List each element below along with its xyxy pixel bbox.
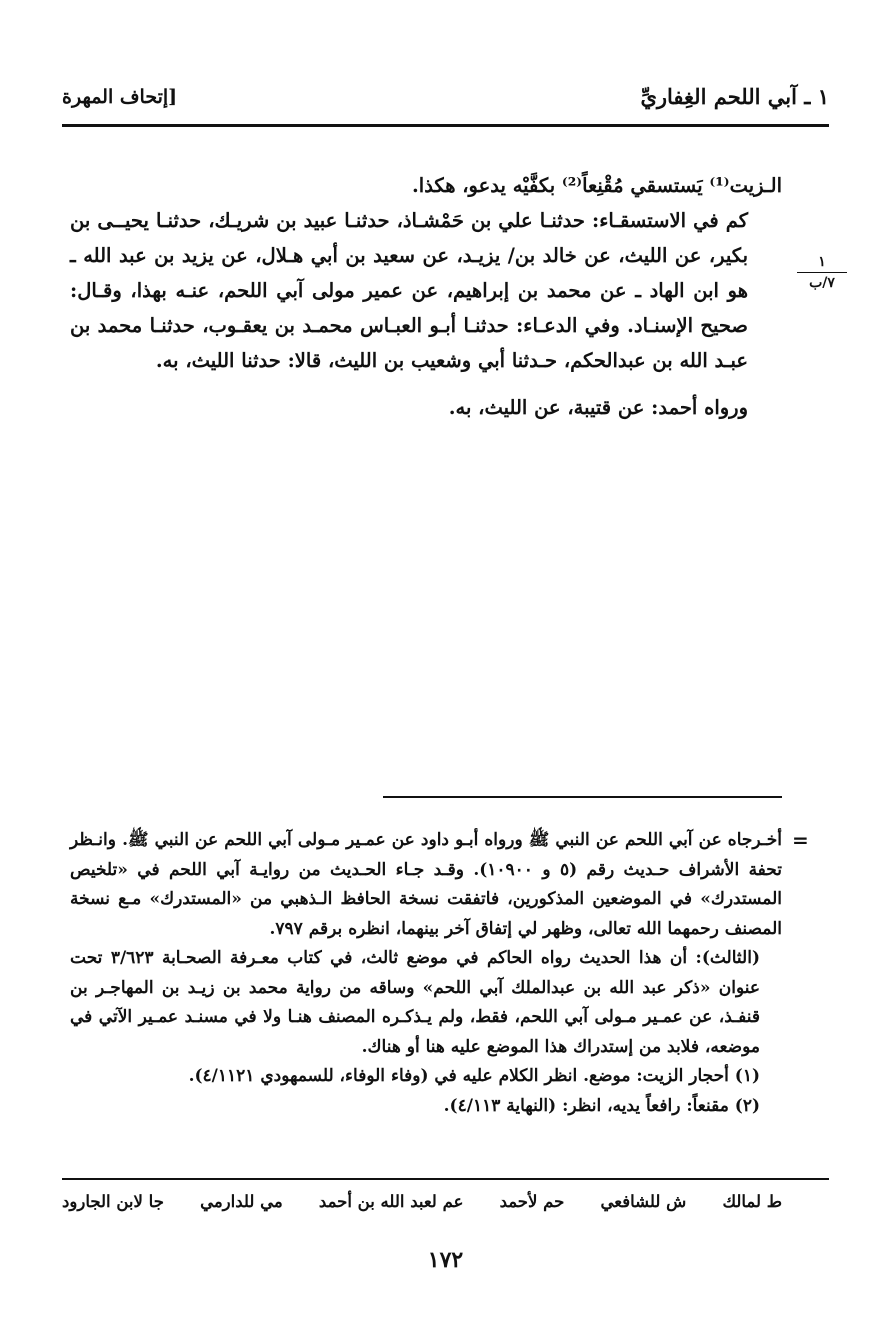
footnote-paragraph: (الثالث): أن هذا الحديث رواه الحاكم في موضع ثالث، في كتاب معـرفة الصحـابة ٣/٦٢٣ تحت عنوان «ذكر عبد الله بن عبدالملك آبي اللحم» وساقه من رواية محمد بن زيـد بن المهاجـر بن قنفـذ، عن عمـير مـولى آبي اللحم، فقط، ولم يـذكـره المصنف هنـا ولا في مسنـد عمـير الآتي في موضعه، فلابد من إستدراك هذا الموضع عليه هنا أو هناك. bbox=[70, 948, 760, 1057]
abbreviation-item: عم لعبد الله بن أحمد bbox=[318, 1192, 464, 1211]
book-title: [إتحاف المهرة bbox=[62, 86, 178, 108]
margin-note bbox=[797, 254, 847, 291]
main-paragraph: ورواه أحمد: عن قتيبة، عن الليث، به. bbox=[448, 396, 748, 419]
main-paragraph: الـزيت⁽¹⁾ يَستسقي مُقْنِعاً⁽²⁾ بكفَّيْه يدعو، هكذا. bbox=[411, 174, 782, 197]
abbreviation-item: حم لأحمد bbox=[499, 1192, 565, 1211]
margin-note-line bbox=[797, 272, 847, 273]
footnote-paragraph: أخـرجاه عن آبي اللحم عن النبي ﷺ ورواه أبـو داود عن عمـير مـولى آبي اللحم عن النبي ﷺ. وانـظر تحفة الأشراف حـديث رقم (٥ و ١٠٩٠٠). وقـد جـاء الحـديث من روايـة آبي اللحم في «تلخيص المستدرك» في الموضعين المذكورين، فاتفقت نسخة الحافظ الـذهبي من «المستدرك» مـع نسخة المصنف رحمهما الله تعالى، وظهر لي إتفاق آخر بينهما، انظره برقم ٧٩٧. bbox=[70, 830, 782, 939]
page-number: ١٧٢ bbox=[427, 1247, 464, 1273]
abbreviation-item: ط لمالك bbox=[722, 1192, 782, 1211]
abbreviation-item: مي للدارمي bbox=[200, 1192, 283, 1211]
footnote-divider bbox=[383, 796, 782, 798]
margin-note-folio: ٧/ب bbox=[809, 275, 835, 291]
footnote-continuation-marker: = bbox=[792, 828, 809, 852]
margin-note-number: ١ bbox=[818, 254, 826, 270]
main-text bbox=[70, 168, 782, 425]
main-paragraph: كم في الاستسقـاء: حدثنـا علي بن حَمْشـاذ، حدثنـا عبيد بن شريـك، حدثنـا يحيــى بن بكير، عن الليث، عن خالد بن/ يزيـد، عن سعيد بن أبي هـلال، عن يزيد بن عبد الله ـ هو ابن الهاد ـ عن محمد بن إبراهيم، عن عمير مولى آبي اللحم، عنـه بهذا، وقـال: صحيح الإسنـاد. وفي الدعـاء: حدثنـا أبـو العبـاس محمـد بن يعقـوب، حدثنـا محمد بن عبـد الله بن عبدالحكم، حـدثنا أبي وشعيب بن الليث، قالا: حدثنا الليث، به. bbox=[70, 209, 748, 372]
header-divider bbox=[62, 124, 829, 127]
footnote-note: (١) أحجار الزيت: موضع. انظر الكلام عليه في (وفاء الوفاء، للسمهودي ٤/١١٢١). bbox=[188, 1066, 760, 1086]
abbreviations-divider bbox=[62, 1178, 829, 1180]
footnotes bbox=[70, 826, 782, 1121]
abbreviation-item: جا لابن الجارود bbox=[62, 1192, 164, 1211]
running-header bbox=[62, 84, 829, 120]
footnote-note: (٢) مقنعاً: رافعاً يديه، انظر: (النهاية ٤/١١٣). bbox=[443, 1095, 760, 1116]
chapter-title: ١ ـ آبي اللحم الغِفاريِّ bbox=[640, 84, 829, 109]
abbreviations-bar bbox=[62, 1192, 782, 1211]
abbreviation-item: ش للشافعي bbox=[600, 1192, 687, 1211]
